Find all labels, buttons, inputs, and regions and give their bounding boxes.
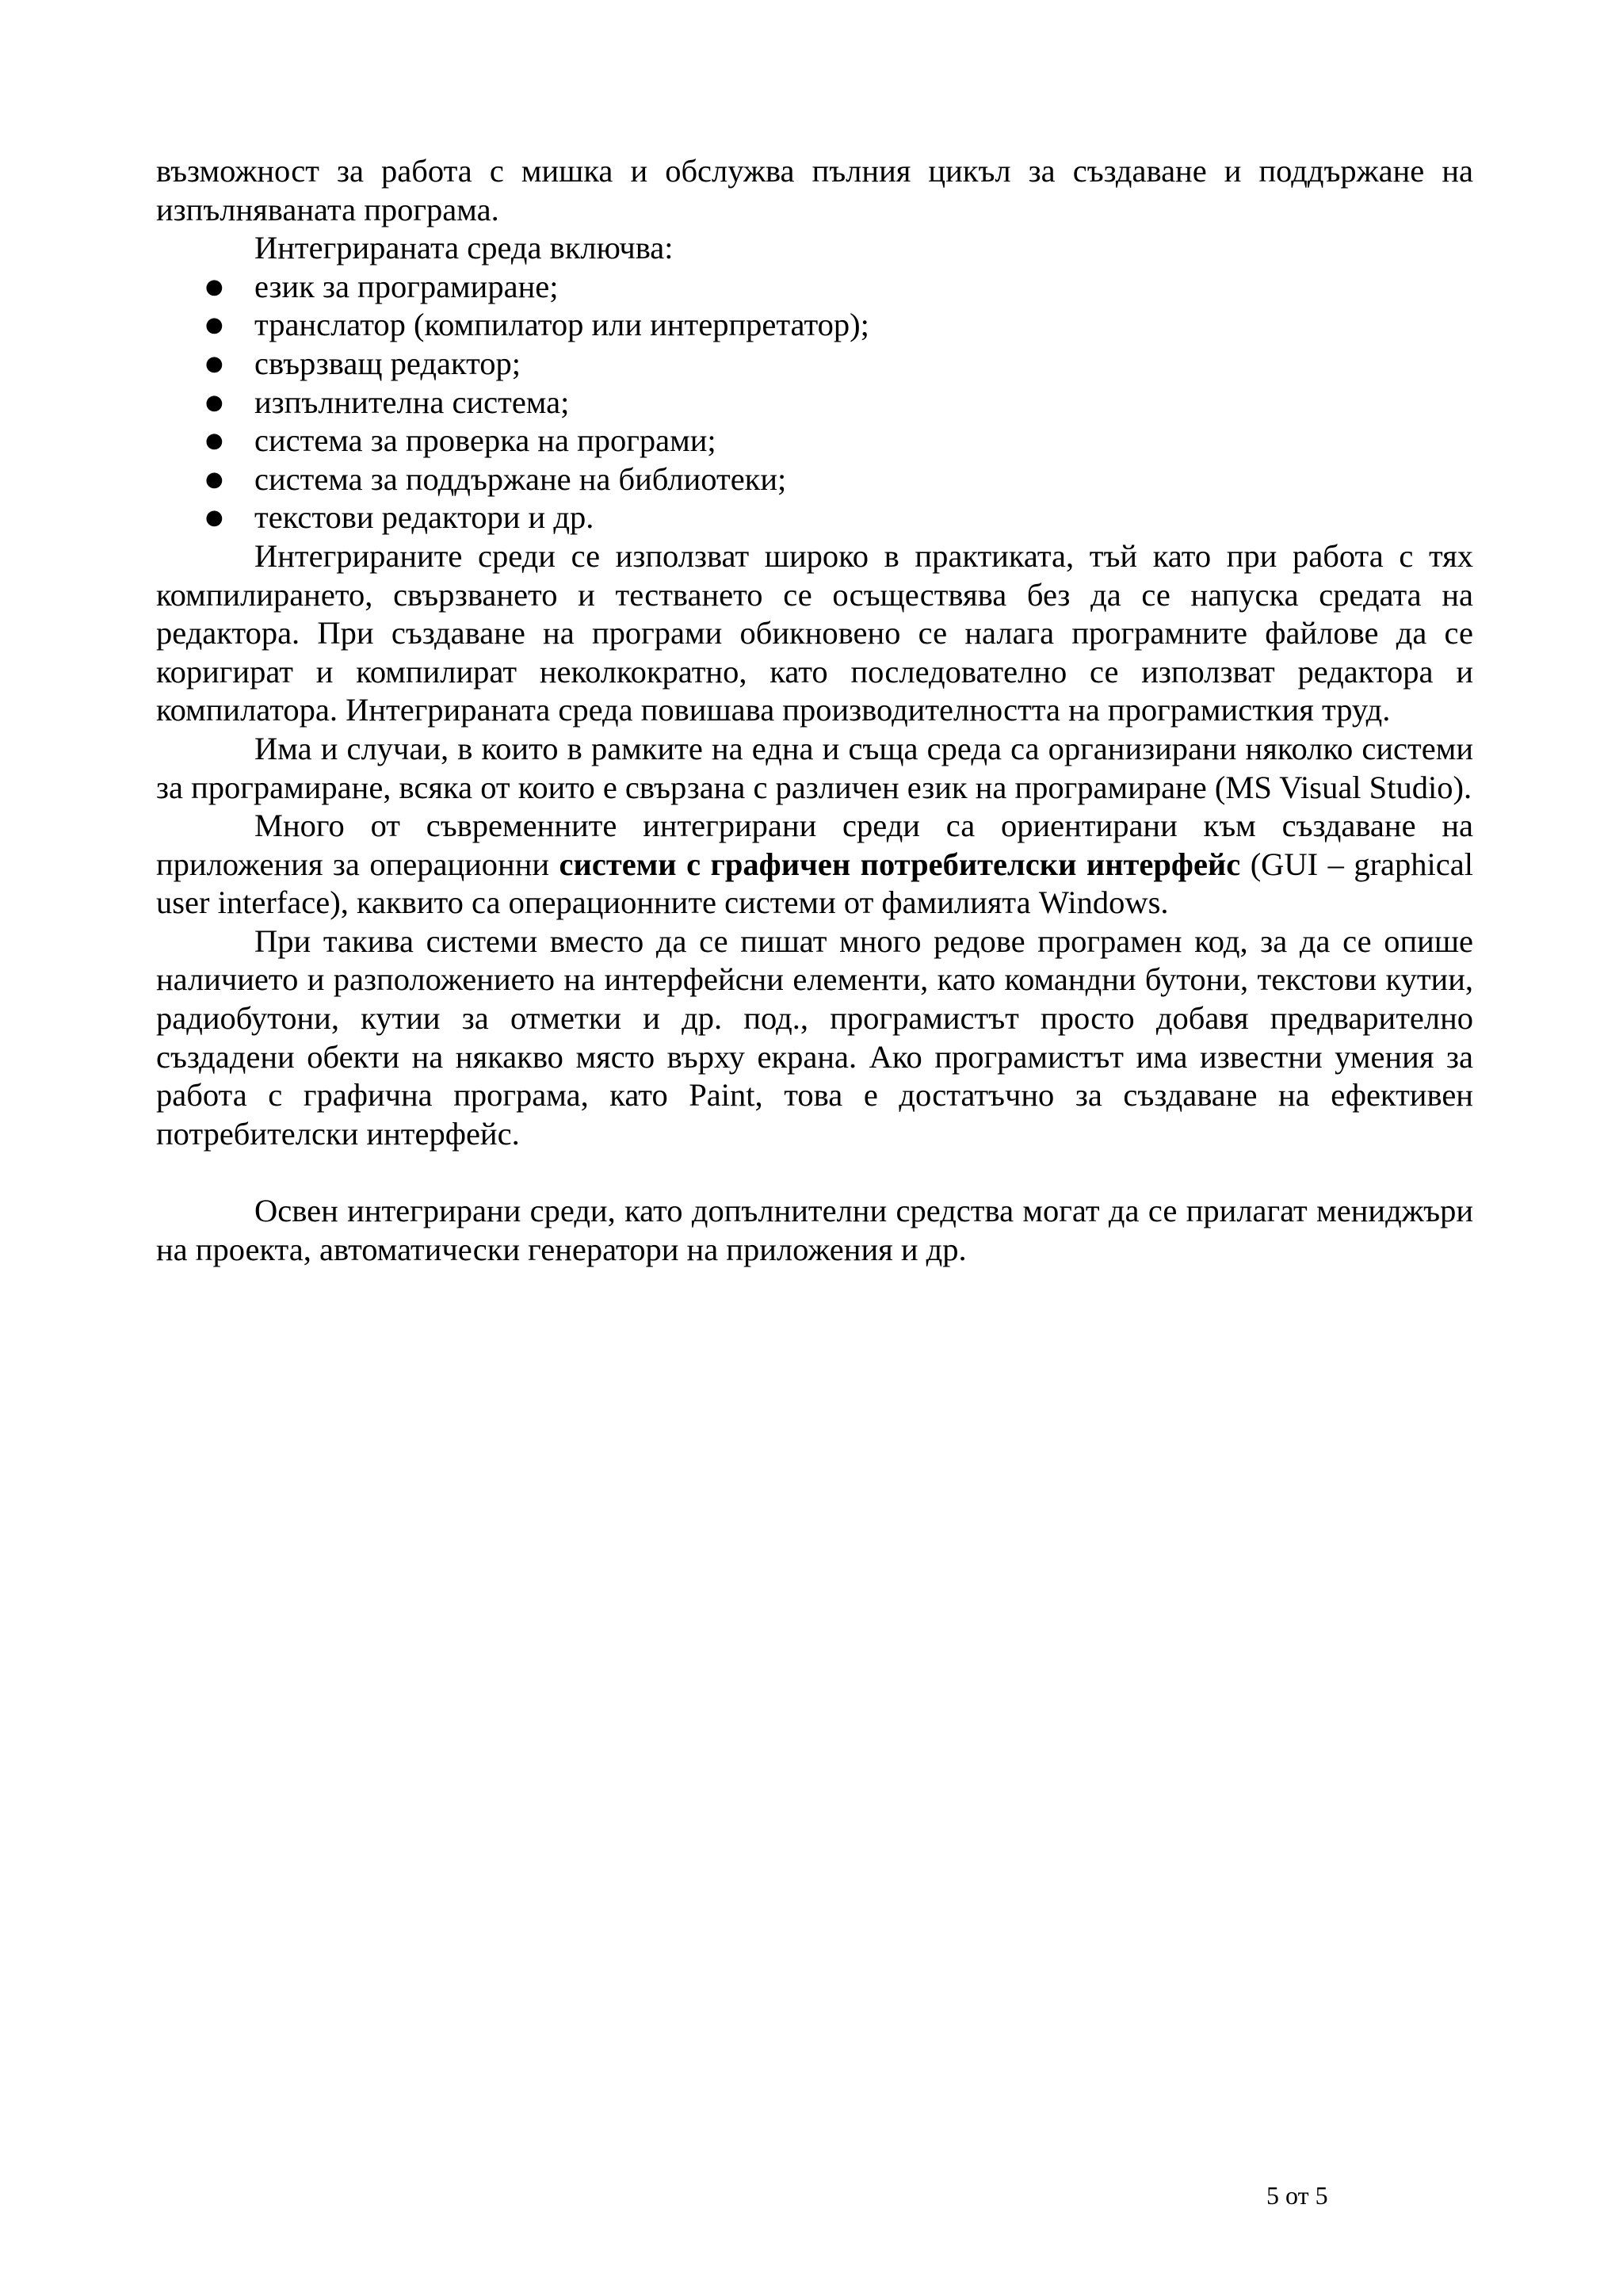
- bullet-icon: ●: [205, 274, 223, 299]
- paragraph-multiple-systems: Има и случаи, в които в рамките на една и съща среда са организирани няколко системи за програмиране, всяка от които е свързана с различен език на програмиране (MS Visual Studio).: [156, 730, 1473, 805]
- paragraph-gui-systems: [156, 807, 1473, 923]
- gui-text-after: (GUI – graphical user interface), каквито са операционните системи от фамилията Windows.: [156, 846, 1473, 921]
- paragraph-visual-design: При такива системи вместо да се пишат много редове програмен код, за да се опише наличието и разположението на интерфейсни елементи, като командни бутони, текстови кутии, радиобутони, кутии за отметки и др. под., програмистът просто добавя предварително създадени обекти на някакво място върху екрана. Ако програмистът има известни умения за работа с графична програма, като Paint, това е достатъчно за създаване на ефективен потребителски интерфейс.: [156, 923, 1473, 1152]
- paragraph-ide-usage: Интегрираните среди се използват широко в практиката, тъй като при работа с тях компилирането, свързването и тестването се осъществява без да се напуска средата на редактора. При създаване на програми обикновено се налага програмните файлове да се коригират и компилират неколкократно, като последователно се използват редактора и компилатора. Интегрираната среда повишава производителността на програмисткия труд.: [156, 537, 1473, 728]
- paragraph-ide-includes: Интегрираната среда включва:: [254, 230, 674, 266]
- list-item: [156, 499, 1473, 537]
- list-item: [156, 306, 1473, 345]
- gui-text-before: Много от съвременните интегрирани среди са ориентирани към създаване на приложения за операционни: [156, 808, 1473, 882]
- ide-components-list: [156, 268, 1473, 537]
- paragraph-additional-tools: Освен интегрирани среди, като допълнителни средства могат да се прилагат мениджъри на проекта, автоматически генератори на приложения и др.: [156, 1193, 1473, 1267]
- list-item-text: система за поддържане на библиотеки;: [254, 460, 787, 497]
- bullet-icon: ●: [205, 313, 223, 338]
- list-item-text: свързващ редактор;: [254, 345, 521, 381]
- bullet-icon: ●: [205, 467, 223, 491]
- document-body: [156, 152, 1473, 1269]
- bullet-icon: ●: [205, 390, 223, 415]
- bullet-icon: ●: [205, 351, 223, 376]
- list-item-text: транслатор (компилатор или интерпретатор);: [254, 307, 869, 343]
- bullet-icon: ●: [205, 429, 223, 453]
- list-item-text: система за проверка на програми;: [254, 422, 716, 459]
- list-item: [156, 422, 1473, 460]
- list-item-text: текстови редактори и др.: [254, 499, 594, 536]
- paragraph-continuation: възможност за работа с мишка и обслужва пълния цикъл за създаване и поддържане на изпълняваната програма.: [156, 153, 1473, 227]
- list-item: [156, 345, 1473, 384]
- list-item: [156, 384, 1473, 422]
- blank-line: [156, 1153, 1473, 1192]
- list-item: [156, 268, 1473, 307]
- gui-bold-term: системи с графичен потребителски интерфейс: [559, 846, 1241, 882]
- list-item-text: изпълнителна система;: [254, 384, 570, 420]
- page-number: 5 от 5: [1266, 2181, 1328, 2210]
- bullet-icon: ●: [205, 506, 223, 530]
- list-item: [156, 460, 1473, 499]
- list-item-text: език за програмиране;: [254, 268, 559, 304]
